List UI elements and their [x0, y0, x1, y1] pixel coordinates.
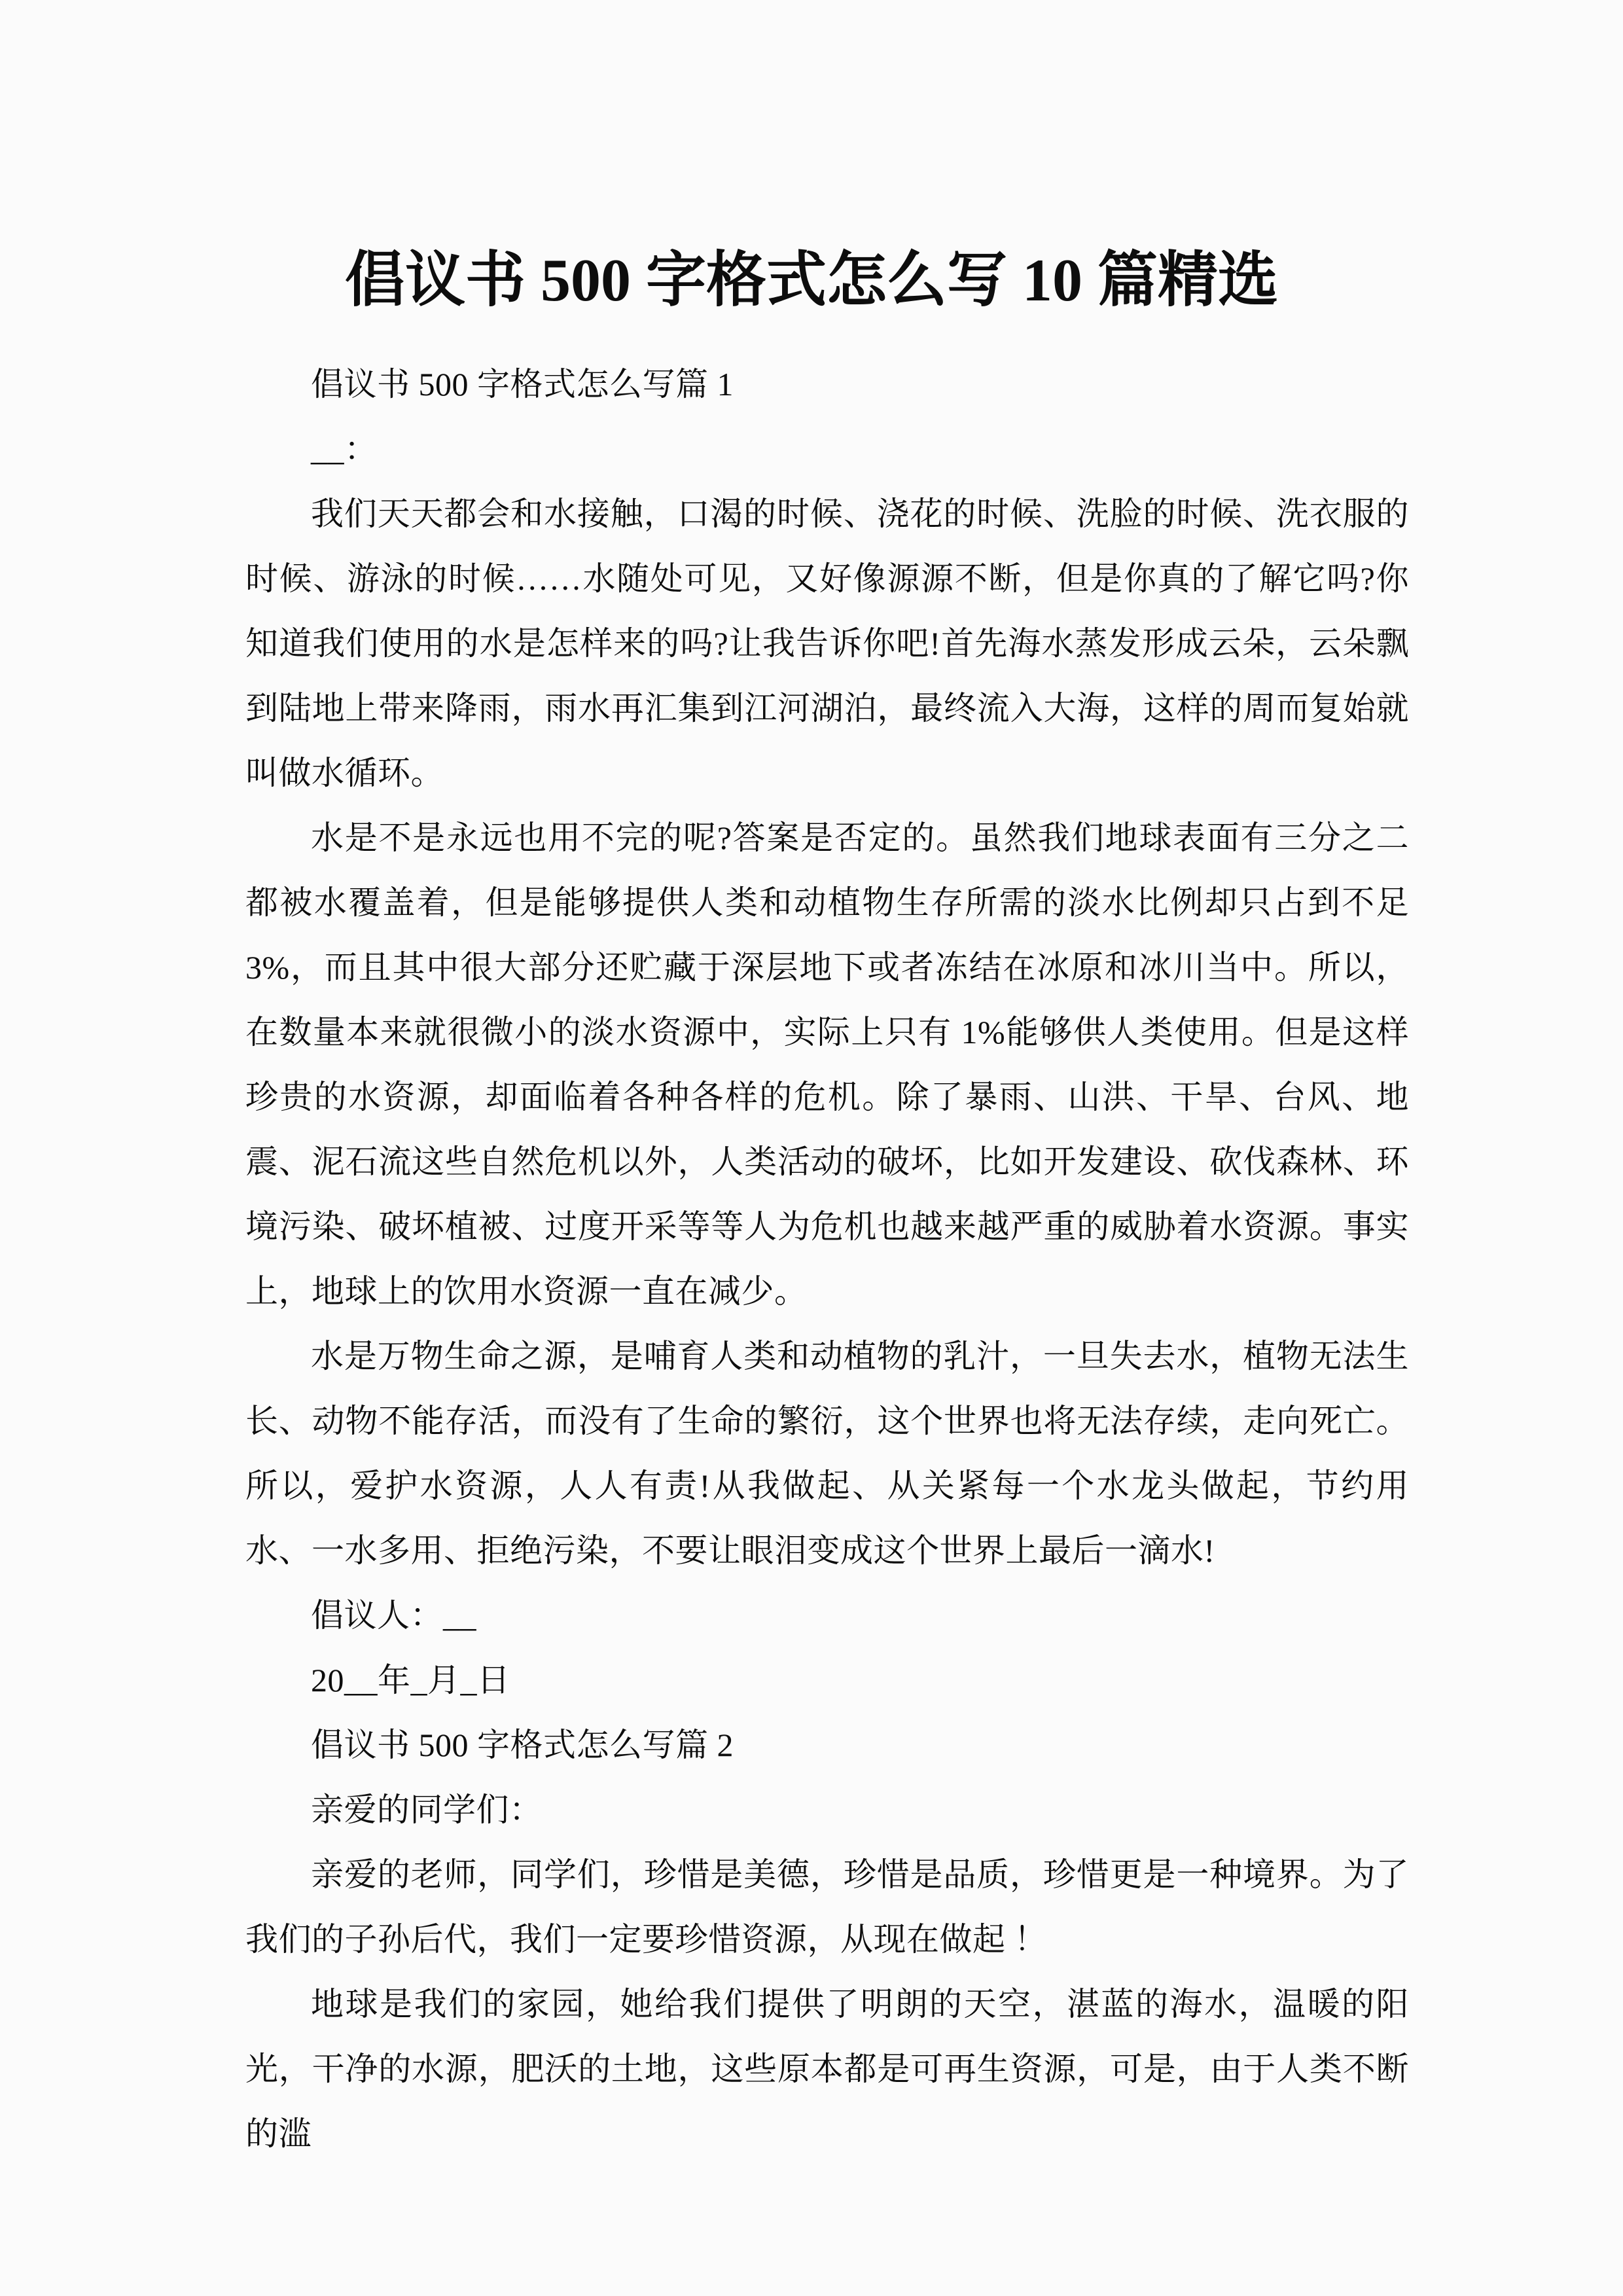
salutation-blank: __： — [311, 431, 378, 467]
body-paragraph: 我们天天都会和水接触，口渴的时候、浇花的时候、洗脸的时候、洗衣服的时候、游泳的时候……水随处可见，又好像源源不断，但是你真的了解它吗?你知道我们使用的水是怎样来的吗?让我告诉你吧!首先海水蒸发形成云朵，云朵飘到陆地上带来降雨，雨水再汇集到江河湖泊，最终流入大海，这样的周而复始就叫做水循环。 — [245, 495, 1409, 791]
body-paragraph: 水是万物生命之源，是哺育人类和动植物的乳汁，一旦失去水，植物无法生长、动物不能存活，而没有了生命的繁衍，这个世界也将无法存续，走向死亡。所以，爱护水资源，人人有责!从我做起、从关紧每一个水龙头做起，节约用水、一水多用、拒绝污染，不要让眼泪变成这个世界上最后一滴水! — [245, 1338, 1409, 1569]
salutation: 亲爱的同学们： — [311, 1791, 543, 1828]
body-paragraph: 水是不是永远也用不完的呢?答案是否定的。虽然我们地球表面有三分之二都被水覆盖着，但是能够提供人类和动植物生存所需的淡水比例却只占到不足3%，而且其中很大部分还贮藏于深层地下或者冻结在冰原和冰川当中。所以，在数量本来就很微小的淡水资源中，实际上只有 1%能够供人类使用。但是这样珍贵的水资源，却面临着各种各样的危机。除了暴雨、山洪、干旱、台风、地震、泥石流这些自然危机以外，人类活动的破坏，比如开发建设、砍伐森林、环境污染、破坏植被、过度开采等等人为危机也越来越严重的威胁着水资源。事实上，地球上的饮用水资源一直在减少。 — [245, 819, 1409, 1310]
document-body — [245, 352, 1409, 2166]
body-paragraph: 亲爱的老师，同学们，珍惜是美德，珍惜是品质，珍惜更是一种境界。为了我们的子孙后代，我们一定要珍惜资源，从现在做起 ！ — [245, 1856, 1409, 1958]
body-paragraph: 地球是我们的家园，她给我们提供了明朗的天空，湛蓝的海水，温暖的阳光，干净的水源，肥沃的土地，这些原本都是可再生资源，可是，由于人类不断的滥 — [245, 1986, 1409, 2152]
section-heading: 倡议书 500 字格式怎么写篇 2 — [311, 1727, 734, 1763]
signature-line: 倡议人：__ — [311, 1597, 476, 1634]
date-line: 20__年_月_日 — [311, 1662, 510, 1698]
document-title: 倡议书 500 字格式怎么写 10 篇精选 — [344, 246, 1278, 314]
section-heading: 倡议书 500 字格式怎么写篇 1 — [311, 366, 734, 403]
